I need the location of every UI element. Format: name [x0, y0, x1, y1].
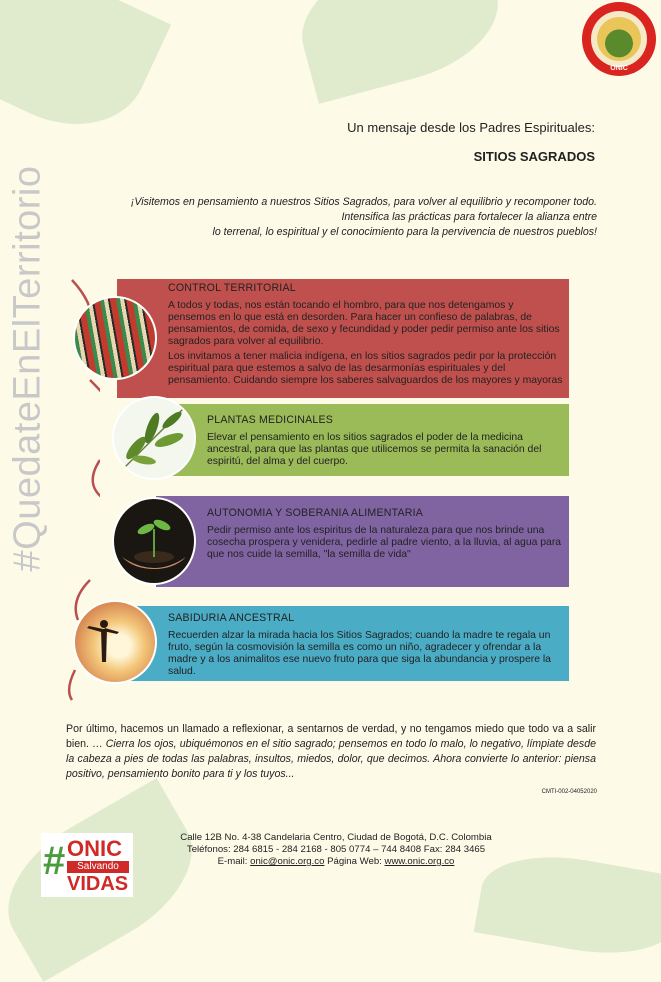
- closing-paragraph: [66, 722, 596, 782]
- card-text: Los invitamos a tener malicia indígena, en los sitios sagrados pedir por la protección espiritual para que estemos a salvo de las desarmonías espirituales y del pensamiento. Cuidando siempre los saberes salvaguardos de los mayores y mayoras: [168, 351, 563, 386]
- footer-phones: Teléfonos: 284 6815 - 284 2168 - 805 0774 – 744 8408 Fax: 284 3465: [186, 844, 486, 855]
- card-title: PLANTAS MEDICINALES: [207, 414, 334, 426]
- background-leaf: [288, 0, 512, 104]
- card-text: Pedir permiso ante los espiritus de la naturaleza para que nos brinde una cosecha prospera y venidera, pedirle al padre viento, a la lluvia, al agua para que nos cuide la semilla, "la semilla de vida": [207, 525, 562, 560]
- card-title: AUTONOMIA Y SOBERANIA ALIMENTARIA: [207, 507, 423, 519]
- card-control-territorial: [117, 279, 569, 398]
- footer-contact: [176, 832, 496, 868]
- intro-text: [77, 195, 597, 240]
- footer-address: Calle 12B No. 4-38 Candelaria Centro, Ciudad de Bogotá, D.C. Colombia: [180, 832, 492, 843]
- card-autonomia-alimentaria: [156, 496, 569, 587]
- card-title: SABIDURIA ANCESTRAL: [168, 612, 295, 624]
- logo-salvando: Salvando: [67, 861, 129, 873]
- closing-italic-text: Cierra los ojos, ubiquémonos en el sitio sagrado; pensemos en todo lo malo, lo negativo, límpiate desde la cabeza a pies de todas las palabras, insultos, miedos, dolor, que decimos. Ahora convierte lo anterior: piensa positivo, pensamiento bonito para ti y los tuyos...: [66, 738, 597, 780]
- weaving-photo: [73, 296, 157, 380]
- intro-line: lo terrenal, lo espiritual y el conocimiento para la pervivencia de nuestros pueblos!: [212, 226, 597, 238]
- onic-logo-label: ONIC: [610, 65, 628, 72]
- card-text: A todos y todas, nos están tocando el hombro, para que nos detengamos y pensemos en lo que está en desorden. Para hacer un confieso de palabras, de pensamientos, de comida, de sexo y fecundidad y poder pedir permiso ante los sitios sagrados para volver al equilibrio.: [168, 300, 560, 347]
- website-link[interactable]: www.onic.org.co: [384, 856, 455, 867]
- card-sabiduria-ancestral: [117, 606, 569, 681]
- seedling-hands-photo: [112, 497, 196, 585]
- person-silhouette-icon: [75, 602, 155, 682]
- logo-onic: ONIC: [67, 836, 122, 861]
- message-heading: Un mensaje desde los Padres Espirituales:: [347, 120, 595, 135]
- closing-text: Por último, hacemos un llamado a reflexionar, a sentarnos de verdad, y no tengamos miedo que todo va a salir bien. …: [66, 723, 596, 750]
- footer-web-line: [176, 856, 496, 868]
- email-label: E-mail:: [217, 856, 251, 867]
- card-title: CONTROL TERRITORIAL: [168, 282, 296, 294]
- page-title: SITIOS SAGRADOS: [473, 149, 595, 164]
- intro-line: Intensifica las prácticas para fortalecer la alianza entre: [341, 211, 597, 223]
- intro-line: ¡Visitemos en pensamiento a nuestros Sitios Sagrados, para volver al equilibrio y recomponer todo.: [130, 196, 597, 208]
- card-text: Recuerden alzar la mirada hacia los Sitios Sagrados; cuando la madre te regala un fruto, según la cosmovisión la semilla es como un niño, agradecer y ofrendar a la madre y a los animalitos ese nuevo fruto para que siga la abundancia y prospere la salud.: [168, 630, 551, 677]
- card-text: Elevar el pensamiento en los sitios sagrados el poder de la medicina ancestral, para que las plantas que utilicemos se permita la sanación del espiritú, del alma y del cuerpo.: [207, 432, 542, 467]
- seedling-icon: [114, 499, 194, 583]
- logo-vidas: VIDAS: [67, 873, 129, 895]
- onic-logo: [582, 2, 656, 76]
- email-link[interactable]: onic@onic.org.co: [250, 856, 325, 867]
- leaves-icon: [114, 398, 194, 478]
- card-plantas-medicinales: [156, 404, 569, 476]
- sunset-figure-photo: [73, 600, 157, 684]
- medicinal-plant-photo: [112, 396, 196, 480]
- web-label: Página Web:: [324, 856, 385, 867]
- document-code: CMTI-002-04052020: [541, 789, 597, 795]
- background-leaf: [474, 843, 661, 966]
- logo-hash: #: [43, 839, 66, 883]
- onic-salvando-vidas-logo: [41, 833, 133, 897]
- hashtag-vertical: #QuedateEnElTerritorio: [6, 165, 49, 572]
